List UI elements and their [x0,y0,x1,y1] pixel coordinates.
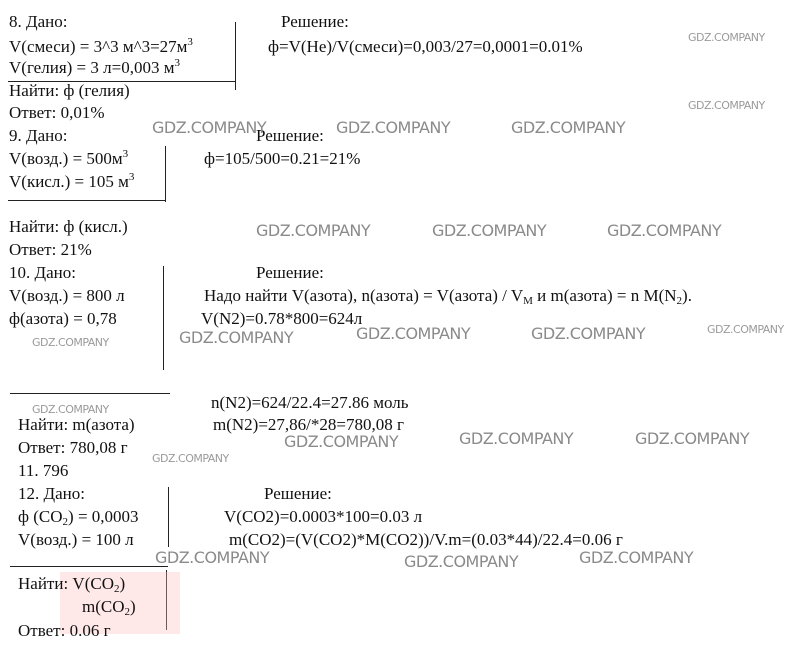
watermark: GDZ.COMPANY [32,403,109,416]
p9-given-volume-air: V(возд.) = $500м^3$ [9,148,129,168]
p10-solution-line-1: Надо найти V(азота), n(азота) = V(азота) / $V_М$ и m(азота) = n $M(N_2)$. [204,286,692,307]
watermark: GDZ.COMPANY [152,452,229,465]
watermark: GDZ.COMPANY [531,324,646,343]
watermark: GDZ.COMPANY [284,432,399,451]
p10-solution-title: Решение: [256,263,324,282]
watermark: GDZ.COMPANY [459,429,574,448]
p12-solution-line-1: V(CO2)=0.0003*100=0.03 л [224,507,423,526]
p12-given-title: 12. Дано: [18,484,85,503]
watermark: GDZ.COMPANY [336,118,451,137]
watermark: GDZ.COMPANY [404,552,519,571]
p8-given-title: 8. Дано: [9,12,68,31]
p10-divider-horizontal [10,393,170,394]
p10-solution-line-2: V(N2)=0.78*800=624л [201,309,363,328]
watermark: GDZ.COMPANY [32,336,109,349]
watermark: GDZ.COMPANY [688,99,765,112]
watermark: GDZ.COMPANY [152,118,267,137]
watermark: GDZ.COMPANY [256,221,371,240]
p10-answer: Ответ: 780,08 г [18,438,128,457]
p12-given-volume-air: V(возд.) = 100 л [18,530,134,549]
p12-given-fraction-co2: ф $(CO_2) = 0,0003$ [18,507,139,528]
p8-answer: Ответ: 0,01% [9,103,105,122]
p12-find: Найти: $V(CO_2)$ [18,574,126,595]
p12-divider-horizontal [10,566,168,567]
p10-find: Найти: m(азота) [18,415,135,434]
p9-solution-line: ф=105/500=0.21=21% [204,149,361,168]
p8-given-volume-helium: V(гелия) = 3 л=0,003 $м^3$ [9,57,180,77]
p12-answer: Ответ: 0.06 г [18,621,111,640]
p12-divider-vertical [168,487,169,547]
p8-given-volume-mixture: V(смеси) = 3^3 $м\^{}3=27м^3$ [9,36,193,56]
watermark: GDZ.COMPANY [511,118,626,137]
p12-solution-line-2: m(CO2)=(V(CO2)*M(CO2))/V.m=(0.03*44)/22.4=0.06 г [229,530,623,549]
p8-solution-line: ф=V(He)/V(смеси)=0,003/27=0,0001=0.01% [268,37,583,56]
p9-given-volume-oxygen: V(кисл.) = 105 $м^3$ [9,171,135,191]
p9-divider-horizontal [8,200,166,201]
watermark: GDZ.COMPANY [179,328,294,347]
p12-find-mass: $m(CO_2)$ [82,597,136,618]
p8-solution-title: Решение: [281,12,349,31]
watermark: GDZ.COMPANY [635,429,750,448]
p10-given-volume-air: V(возд.) = 800 л [9,286,125,305]
p10-divider-vertical [163,266,164,370]
p10-solution-line-4: m(N2)=27,86/*28=780,08 г [213,415,404,434]
watermark: GDZ.COMPANY [688,31,765,44]
p10-given-fraction-nitrogen: ф(азота) = 0,78 [9,309,117,328]
p9-answer: Ответ: 21% [9,240,92,259]
watermark: GDZ.COMPANY [432,221,547,240]
p9-divider-vertical [165,146,166,202]
p8-find: Найти: ф (гелия) [9,81,130,100]
p10-solution-line-3: n(N2)=624/22.4=27.86 моль [211,393,409,412]
p12-solution-title: Решение: [264,484,332,503]
p9-solution-title: Решение: [256,126,324,145]
watermark: GDZ.COMPANY [155,548,270,567]
p9-find: Найти: ф (кисл.) [9,217,128,236]
watermark: GDZ.COMPANY [579,548,694,567]
watermark: GDZ.COMPANY [356,324,471,343]
p10-given-title: 10. Дано: [9,263,76,282]
p11-answer: 11. 796 [18,461,69,480]
p8-divider-vertical [235,22,236,90]
watermark: GDZ.COMPANY [607,221,722,240]
p9-given-title: 9. Дано: [9,126,68,145]
watermark: GDZ.COMPANY [707,323,784,336]
